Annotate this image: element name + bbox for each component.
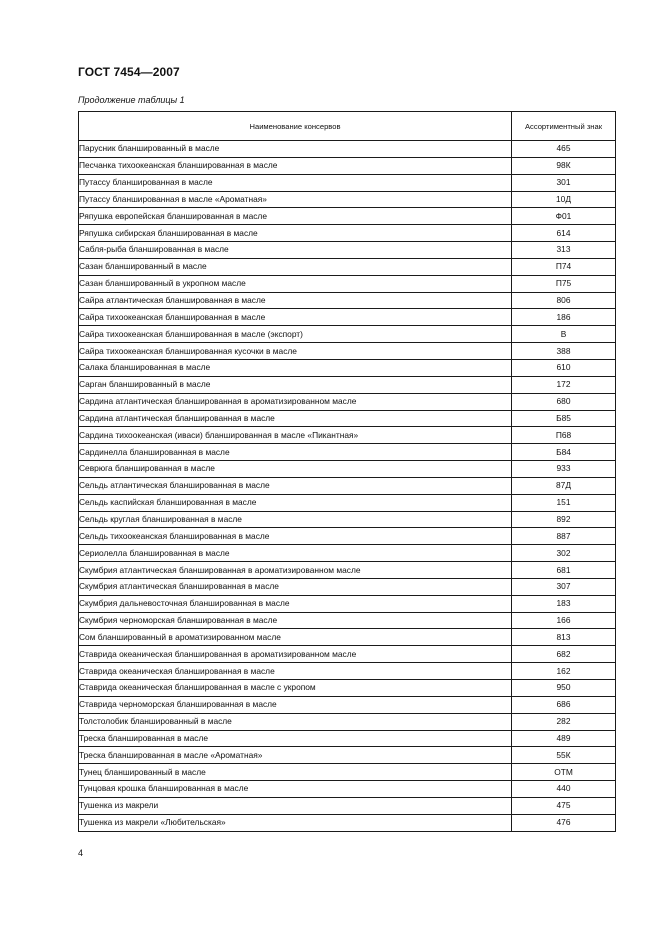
assortment-code-cell: 489 — [512, 730, 616, 747]
table-body — [79, 141, 616, 832]
product-name-cell: Сардина тихоокеанская (иваси) бланшированная в масле «Пикантная» — [79, 427, 512, 444]
product-name-cell: Песчанка тихоокеанская бланшированная в масле — [79, 157, 512, 174]
product-name-cell: Тунцовая крошка бланшированная в масле — [79, 781, 512, 798]
assortment-code-cell: 806 — [512, 292, 616, 309]
table-row — [79, 747, 616, 764]
table-row — [79, 595, 616, 612]
product-name-cell: Парусник бланшированный в масле — [79, 141, 512, 158]
products-table — [78, 111, 616, 832]
product-name-cell: Салака бланшированная в масле — [79, 359, 512, 376]
assortment-code-cell: 301 — [512, 174, 616, 191]
assortment-code-cell: 302 — [512, 545, 616, 562]
product-name-cell: Сардина атлантическая бланшированная в ароматизированном масле — [79, 393, 512, 410]
product-name-cell: Тушенка из макрели «Любительская» — [79, 814, 512, 831]
table-row — [79, 309, 616, 326]
table-row — [79, 511, 616, 528]
product-name-cell: Путассу бланшированная в масле «Ароматная» — [79, 191, 512, 208]
assortment-code-cell: 166 — [512, 612, 616, 629]
table-row — [79, 174, 616, 191]
table-row — [79, 191, 616, 208]
product-name-cell: Сазан бланшированный в масле — [79, 258, 512, 275]
product-name-cell: Сарган бланшированный в масле — [79, 376, 512, 393]
product-name-cell: Тунец бланшированный в масле — [79, 764, 512, 781]
product-name-cell: Сайра атлантическая бланшированная в масле — [79, 292, 512, 309]
assortment-code-cell: 476 — [512, 814, 616, 831]
product-name-cell: Сельдь каспийская бланшированная в масле — [79, 494, 512, 511]
assortment-code-cell: 98К — [512, 157, 616, 174]
product-name-cell: Ряпушка европейская бланшированная в масле — [79, 208, 512, 225]
table-row — [79, 764, 616, 781]
product-name-cell: Ставрида океаническая бланшированная в ароматизированном масле — [79, 646, 512, 663]
table-row — [79, 646, 616, 663]
assortment-code-cell: 388 — [512, 343, 616, 360]
assortment-code-cell: 614 — [512, 225, 616, 242]
product-name-cell: Ставрида океаническая бланшированная в масле с укропом — [79, 680, 512, 697]
column-header-code: Ассортиментный знак — [512, 112, 616, 141]
assortment-code-cell: 313 — [512, 242, 616, 259]
table-row — [79, 797, 616, 814]
assortment-code-cell: 151 — [512, 494, 616, 511]
assortment-code-cell: 892 — [512, 511, 616, 528]
assortment-code-cell: В — [512, 326, 616, 343]
product-name-cell: Ставрида океаническая бланшированная в масле — [79, 663, 512, 680]
table-row — [79, 326, 616, 343]
table-row — [79, 713, 616, 730]
table-row — [79, 258, 616, 275]
table-row — [79, 545, 616, 562]
table-row — [79, 629, 616, 646]
assortment-code-cell: 87Д — [512, 477, 616, 494]
table-row — [79, 494, 616, 511]
assortment-code-cell: 610 — [512, 359, 616, 376]
table-row — [79, 208, 616, 225]
product-name-cell: Сельдь круглая бланшированная в масле — [79, 511, 512, 528]
table-row — [79, 578, 616, 595]
assortment-code-cell: 465 — [512, 141, 616, 158]
table-row — [79, 157, 616, 174]
table-row — [79, 696, 616, 713]
table-row — [79, 461, 616, 478]
assortment-code-cell: 681 — [512, 562, 616, 579]
assortment-code-cell: 10Д — [512, 191, 616, 208]
table-row — [79, 376, 616, 393]
table-header-row — [79, 112, 616, 141]
product-name-cell: Сельдь тихоокеанская бланшированная в масле — [79, 528, 512, 545]
assortment-code-cell: 186 — [512, 309, 616, 326]
table-row — [79, 528, 616, 545]
assortment-code-cell: 686 — [512, 696, 616, 713]
table-row — [79, 562, 616, 579]
table-row — [79, 275, 616, 292]
product-name-cell: Ставрида черноморская бланшированная в масле — [79, 696, 512, 713]
product-name-cell: Сельдь атлантическая бланшированная в масле — [79, 477, 512, 494]
product-name-cell: Толстолобик бланшированный в масле — [79, 713, 512, 730]
table-row — [79, 814, 616, 831]
table-row — [79, 141, 616, 158]
assortment-code-cell: 183 — [512, 595, 616, 612]
assortment-code-cell: Б84 — [512, 444, 616, 461]
assortment-code-cell: П68 — [512, 427, 616, 444]
assortment-code-cell: 933 — [512, 461, 616, 478]
table-row — [79, 410, 616, 427]
assortment-code-cell: 475 — [512, 797, 616, 814]
assortment-code-cell: 282 — [512, 713, 616, 730]
table-row — [79, 359, 616, 376]
column-header-name: Наименование консервов — [79, 112, 512, 141]
product-name-cell: Сериолелла бланшированная в масле — [79, 545, 512, 562]
page-number: 4 — [78, 848, 84, 858]
assortment-code-cell: 950 — [512, 680, 616, 697]
table-row — [79, 427, 616, 444]
assortment-code-cell: Ф01 — [512, 208, 616, 225]
product-name-cell: Тушенка из макрели — [79, 797, 512, 814]
product-name-cell: Путассу бланшированная в масле — [79, 174, 512, 191]
table-row — [79, 292, 616, 309]
assortment-code-cell: 813 — [512, 629, 616, 646]
table-row — [79, 781, 616, 798]
assortment-code-cell: 682 — [512, 646, 616, 663]
assortment-code-cell: 172 — [512, 376, 616, 393]
table-caption: Продолжение таблицы 1 — [78, 95, 185, 105]
assortment-code-cell: 680 — [512, 393, 616, 410]
product-name-cell: Сардина атлантическая бланшированная в масле — [79, 410, 512, 427]
product-name-cell: Ряпушка сибирская бланшированная в масле — [79, 225, 512, 242]
assortment-code-cell: П74 — [512, 258, 616, 275]
assortment-code-cell: П75 — [512, 275, 616, 292]
product-name-cell: Треска бланшированная в масле — [79, 730, 512, 747]
assortment-code-cell: 55К — [512, 747, 616, 764]
product-name-cell: Скумбрия атлантическая бланшированная в масле — [79, 578, 512, 595]
product-name-cell: Сайра тихоокеанская бланшированная в масле (экспорт) — [79, 326, 512, 343]
product-name-cell: Сабля-рыба бланшированная в масле — [79, 242, 512, 259]
product-name-cell: Сом бланшированный в ароматизированном масле — [79, 629, 512, 646]
assortment-code-cell: ОТМ — [512, 764, 616, 781]
product-name-cell: Севрюга бланшированная в масле — [79, 461, 512, 478]
assortment-code-cell: 307 — [512, 578, 616, 595]
product-name-cell: Треска бланшированная в масле «Ароматная» — [79, 747, 512, 764]
assortment-code-cell: 887 — [512, 528, 616, 545]
table-row — [79, 612, 616, 629]
product-name-cell: Скумбрия дальневосточная бланшированная в масле — [79, 595, 512, 612]
document-title: ГОСТ 7454—2007 — [78, 65, 180, 79]
product-name-cell: Сардинелла бланшированная в масле — [79, 444, 512, 461]
assortment-code-cell: 162 — [512, 663, 616, 680]
assortment-code-cell: 440 — [512, 781, 616, 798]
table-row — [79, 225, 616, 242]
product-name-cell: Сазан бланшированный в укропном масле — [79, 275, 512, 292]
product-name-cell: Скумбрия черноморская бланшированная в масле — [79, 612, 512, 629]
table-row — [79, 680, 616, 697]
table-row — [79, 393, 616, 410]
table-row — [79, 477, 616, 494]
product-name-cell: Сайра тихоокеанская бланшированная в масле — [79, 309, 512, 326]
table-row — [79, 444, 616, 461]
table-row — [79, 242, 616, 259]
table-row — [79, 730, 616, 747]
product-name-cell: Сайра тихоокеанская бланшированная кусочки в масле — [79, 343, 512, 360]
product-name-cell: Скумбрия атлантическая бланшированная в ароматизированном масле — [79, 562, 512, 579]
table-row — [79, 343, 616, 360]
table-row — [79, 663, 616, 680]
assortment-code-cell: Б85 — [512, 410, 616, 427]
